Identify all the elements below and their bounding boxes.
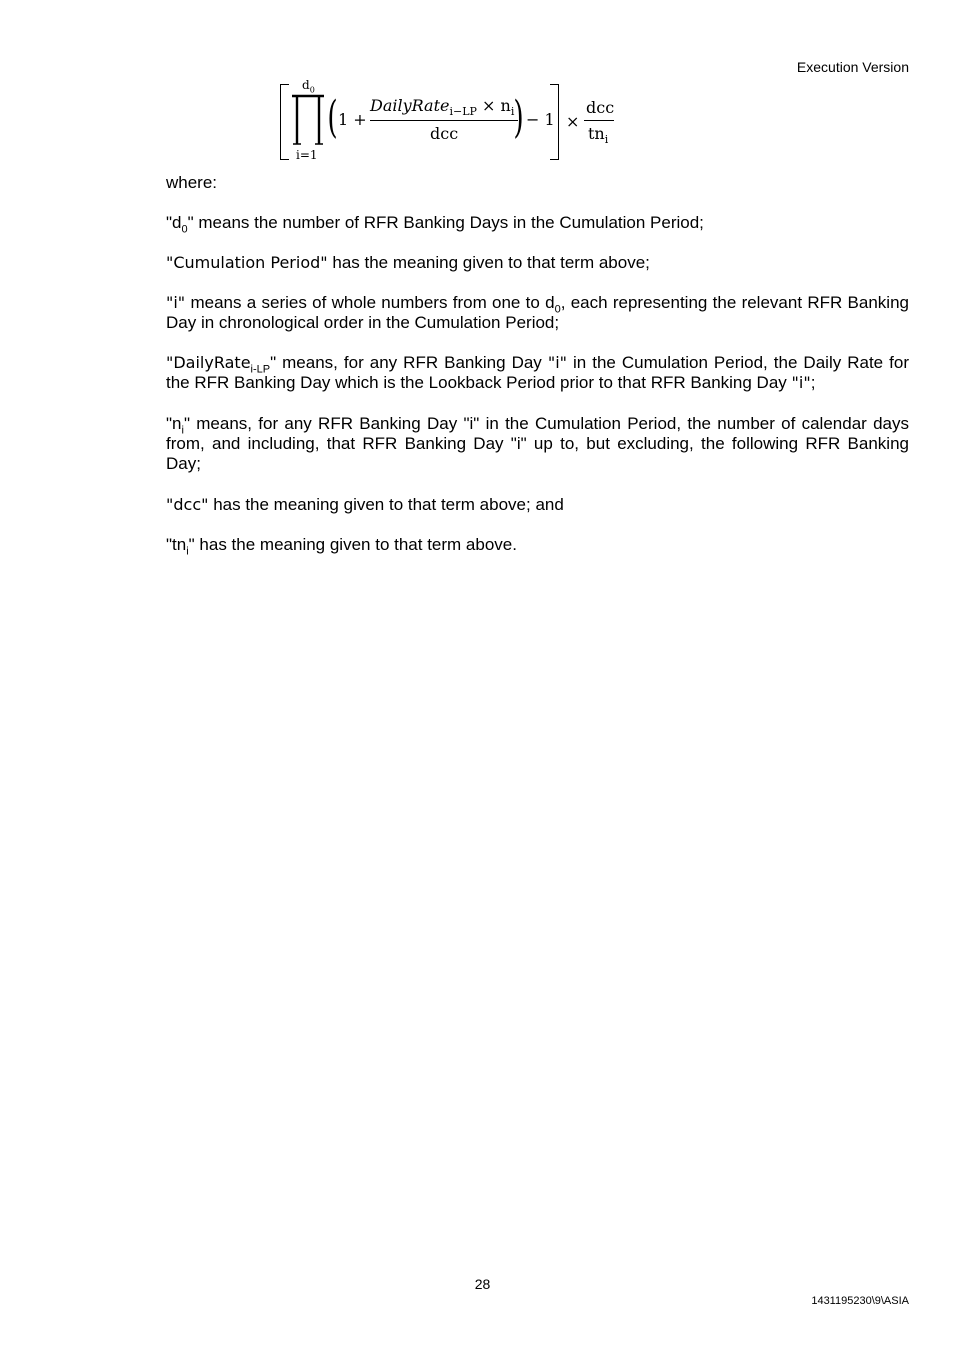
- definition-dcc: "dcc" has the meaning given to that term above; and: [166, 495, 564, 514]
- document-version-label: Execution Version: [796, 59, 909, 75]
- product-lower-limit: i=1: [296, 148, 318, 162]
- left-bracket: [280, 84, 289, 160]
- product-symbol: [290, 94, 326, 146]
- page-number: 28: [474, 1276, 491, 1292]
- minus-one: − 1: [526, 110, 555, 129]
- definition-dailyrate: "DailyRate$_{i-LP}$" means, for any RFR Banking Day "i" in the Cumulation Period, the Daily Rate for the RFR Banking Day which is the Lookback Period prior to that RFR Banking Day "i";: [166, 353, 909, 392]
- product-upper-limit: $d_0$: [302, 78, 315, 95]
- definition-d0: "$d_0$" means the number of RFR Banking Days in the Cumulation Period;: [166, 213, 704, 236]
- fraction-denominator: dcc: [430, 124, 459, 143]
- right-bracket: [550, 84, 559, 160]
- fraction-bar: [370, 120, 518, 121]
- definition-i: "i" means a series of whole numbers from one to $d_0$, each representing the relevant RFR Banking Day in chronological order in the Cumulation Period;: [166, 293, 909, 332]
- definition-cumulation-period: "Cumulation Period" has the meaning given to that term above;: [166, 253, 650, 272]
- right-fraction-denominator: $tn_i$: [588, 124, 609, 146]
- compounded-rate-formula: [280, 78, 620, 164]
- fraction-numerator: DailyRate$_{i-LP}$ × $n_i$: [370, 96, 515, 118]
- definition-tni: "$tn_i$" has the meaning given to that term above.: [166, 535, 517, 558]
- left-parenthesis: (: [327, 92, 338, 143]
- times-sign: ×: [566, 112, 580, 131]
- one-plus: 1 +: [338, 110, 367, 129]
- right-parenthesis: ): [513, 92, 524, 143]
- where-label: where:: [166, 173, 218, 192]
- right-fraction-bar: [584, 120, 614, 121]
- document-reference: 1431195230\9\ASIA: [811, 1295, 909, 1307]
- right-fraction-numerator: dcc: [586, 98, 615, 117]
- definition-ni: "$n_i$" means, for any RFR Banking Day "i" in the Cumulation Period, the number of calendar days from, and including, that RFR Banking Day "i" up to, but excluding, the following RFR Banking Day;: [166, 414, 909, 473]
